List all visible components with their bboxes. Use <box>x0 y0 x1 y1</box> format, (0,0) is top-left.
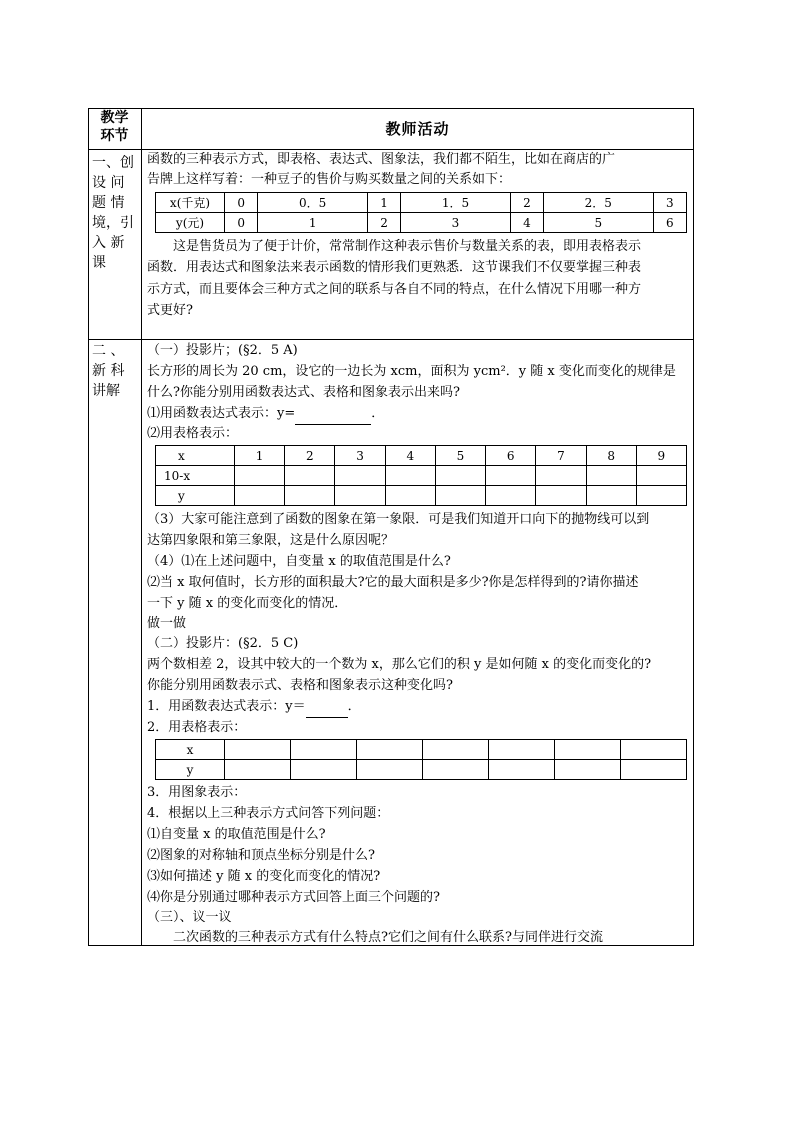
section1-para-line1: 这是售货员为了便于计价，常常制作这种表示售价与数量关系的表，即用表格表示 <box>173 239 642 254</box>
table-cell: 1 <box>235 446 285 466</box>
section2-line: 一下 y 随 x 的变化而变化的情况． <box>147 596 348 611</box>
table-cell <box>489 740 555 760</box>
column-divider <box>141 108 142 946</box>
table-cell <box>555 760 621 780</box>
section1-para-line2: 函数．用表达式和图象法来表示函数的情形我们更熟悉．这节课我们不仅要掌握三种表 <box>147 260 642 275</box>
section2-line: 二次函数的三种表示方式有什么特点?它们之间有什么联系?与同伴进行交流 <box>173 930 603 945</box>
table-row <box>156 446 687 466</box>
table-cell: 3 <box>335 446 385 466</box>
answer-blank <box>306 697 348 718</box>
table-cell: 2．5 <box>544 193 653 213</box>
section1-label-line: 设 问 <box>92 175 125 191</box>
section2-line: ⑶如何描述 y 随 x 的变化而变化的情况? <box>147 869 381 884</box>
table-cell: 3 <box>401 213 510 233</box>
table-cell: x <box>156 740 225 760</box>
section2-line: ⑵当 x 取何值时，长方形的面积最大?它的最大面积是多少?你是怎样得到的?请你描述 <box>147 575 639 590</box>
section-divider <box>88 339 694 340</box>
section2-line: （二）投影片：(§2．5 C) <box>147 636 299 651</box>
header-stage-cell <box>88 109 141 145</box>
section1-label-line: 课 <box>92 255 106 271</box>
section1-label-line: 入 新 <box>92 235 125 251</box>
table-cell <box>586 486 636 506</box>
table-cell: 6 <box>653 213 686 233</box>
section2-line: ⑷你是分别通过哪种表示方式回答上面三个问题的? <box>147 890 440 905</box>
section1-para-line4: 式更好? <box>147 303 193 318</box>
table-cell: x <box>156 446 235 466</box>
table-cell <box>536 466 586 486</box>
table-row <box>156 193 687 213</box>
section2-line: 4．根据以上三种表示方式问答下列问题： <box>147 806 390 821</box>
table-cell: 6 <box>486 446 536 466</box>
table-cell: 1 <box>258 213 367 233</box>
table-cell <box>357 740 423 760</box>
table-cell <box>335 466 385 486</box>
table-cell: y(元) <box>156 213 225 233</box>
section2-line: （3）大家可能注意到了函数的图象在第一象限．可是我们知道开口向下的抛物线可以到 <box>147 512 650 527</box>
section2-line: 3．用图象表示： <box>147 785 247 800</box>
section2-line: ⑵用表格表示： <box>147 426 239 441</box>
table-cell <box>235 466 285 486</box>
product-function-table <box>155 739 687 780</box>
section1-label <box>92 153 140 273</box>
table-cell <box>291 740 357 760</box>
table-cell: 2 <box>285 446 335 466</box>
table-cell <box>423 740 489 760</box>
table-cell <box>486 486 536 506</box>
table-cell: 4 <box>510 213 543 233</box>
table-cell <box>636 466 686 486</box>
table-row <box>156 760 687 780</box>
section2-line-part: ⑴用函数表达式表示：y= <box>147 406 296 421</box>
table-cell <box>335 486 385 506</box>
section2-line: （一）投影片；(§2．5 A) <box>147 343 298 358</box>
table-cell <box>435 486 485 506</box>
section1-intro-line2: 告牌上这样写着：一种豆子的售价与购买数量之间的关系如下： <box>147 172 512 187</box>
table-cell <box>636 486 686 506</box>
table-cell <box>489 760 555 780</box>
header-stage-line1: 教学 <box>100 110 129 126</box>
section2-label-line: 讲解 <box>92 383 120 399</box>
section2-line-part: ． <box>371 406 385 421</box>
table-cell <box>225 760 291 780</box>
section2-line <box>147 697 361 718</box>
section2-line: 做一做 <box>147 616 187 631</box>
table-cell <box>486 466 536 486</box>
table-cell: 1．5 <box>401 193 510 213</box>
table-cell: x(千克) <box>156 193 225 213</box>
table-cell: y <box>156 760 225 780</box>
table-cell <box>285 486 335 506</box>
table-cell: 0．5 <box>258 193 367 213</box>
table-row <box>156 740 687 760</box>
table-cell <box>291 760 357 780</box>
section2-line: （三）、议一议 <box>147 910 232 925</box>
section2-label <box>92 341 140 401</box>
section1-label-line: 一、创 <box>92 155 134 171</box>
table-cell <box>423 760 489 780</box>
table-row <box>156 213 687 233</box>
table-cell: y <box>156 486 235 506</box>
table-cell: 8 <box>586 446 636 466</box>
table-cell: 10-x <box>156 466 235 486</box>
table-cell: 2 <box>367 213 400 233</box>
section2-line: 两个数相差 2，设其中较大的一个数为 x，那么它们的积 y 是如何随 x 的变化而变化的? <box>147 657 652 672</box>
section1-label-line: 境，引 <box>92 215 134 231</box>
section2-line: 2．用表格表示： <box>147 720 247 735</box>
rectangle-area-table <box>155 445 687 506</box>
table-cell <box>435 466 485 486</box>
table-cell <box>235 486 285 506</box>
section1-label-line: 题 情 <box>92 195 125 211</box>
section1-para-line3: 示方式，而且要体会三种方式之间的联系与各自不同的特点，在什么情况下用哪一种方 <box>147 282 642 297</box>
section2-line: ⑵图象的对称轴和顶点坐标分别是什么? <box>147 848 375 863</box>
section2-line: 什么?你能分别用函数表达式、表格和图象表示出来吗? <box>147 385 460 400</box>
section2-line: 你能分别用函数表示式、表格和图象表示这种变化吗? <box>147 678 453 693</box>
table-cell: 2 <box>510 193 543 213</box>
table-cell: 3 <box>653 193 686 213</box>
table-cell <box>385 486 435 506</box>
table-cell <box>285 466 335 486</box>
table-row <box>156 486 687 506</box>
section2-line-part: ． <box>347 699 361 714</box>
table-cell <box>536 486 586 506</box>
table-cell: 5 <box>544 213 653 233</box>
table-cell <box>621 760 687 780</box>
price-quantity-table <box>155 192 687 233</box>
header-stage-line2: 环节 <box>100 128 129 144</box>
table-cell <box>357 760 423 780</box>
table-cell: 1 <box>367 193 400 213</box>
table-cell <box>586 466 636 486</box>
section1-intro-line1: 函数的三种表示方式，即表格、表达式、图象法，我们都不陌生，比如在商店的广 <box>147 152 616 167</box>
section2-label-line: 二 、 <box>92 343 125 359</box>
table-cell <box>385 466 435 486</box>
section2-line-part: 1．用函数表达式表示：y＝ <box>147 699 306 714</box>
section2-line <box>147 404 384 425</box>
table-cell <box>555 740 621 760</box>
table-cell: 4 <box>385 446 435 466</box>
table-row <box>156 466 687 486</box>
header-teacher-activity: 教师活动 <box>385 120 450 138</box>
section2-line: （4）⑴在上述问题中，自变量 x 的取值范围是什么? <box>147 554 451 569</box>
table-cell: 0 <box>225 193 258 213</box>
section2-line: ⑴自变量 x 的取值范围是什么? <box>147 827 326 842</box>
table-cell: 0 <box>225 213 258 233</box>
table-cell: 5 <box>435 446 485 466</box>
section2-label-line: 新 科 <box>92 363 125 379</box>
table-cell: 7 <box>536 446 586 466</box>
section2-line: 长方形的周长为 20 cm，设它的一边长为 xcm，面积为 ycm²．y 随 x 变化而变化的规律是 <box>147 364 676 379</box>
section2-line: 达第四象限和第三象限，这是什么原因呢？ <box>147 533 395 548</box>
table-cell <box>621 740 687 760</box>
answer-blank <box>295 404 371 425</box>
table-cell: 9 <box>636 446 686 466</box>
table-cell <box>225 740 291 760</box>
